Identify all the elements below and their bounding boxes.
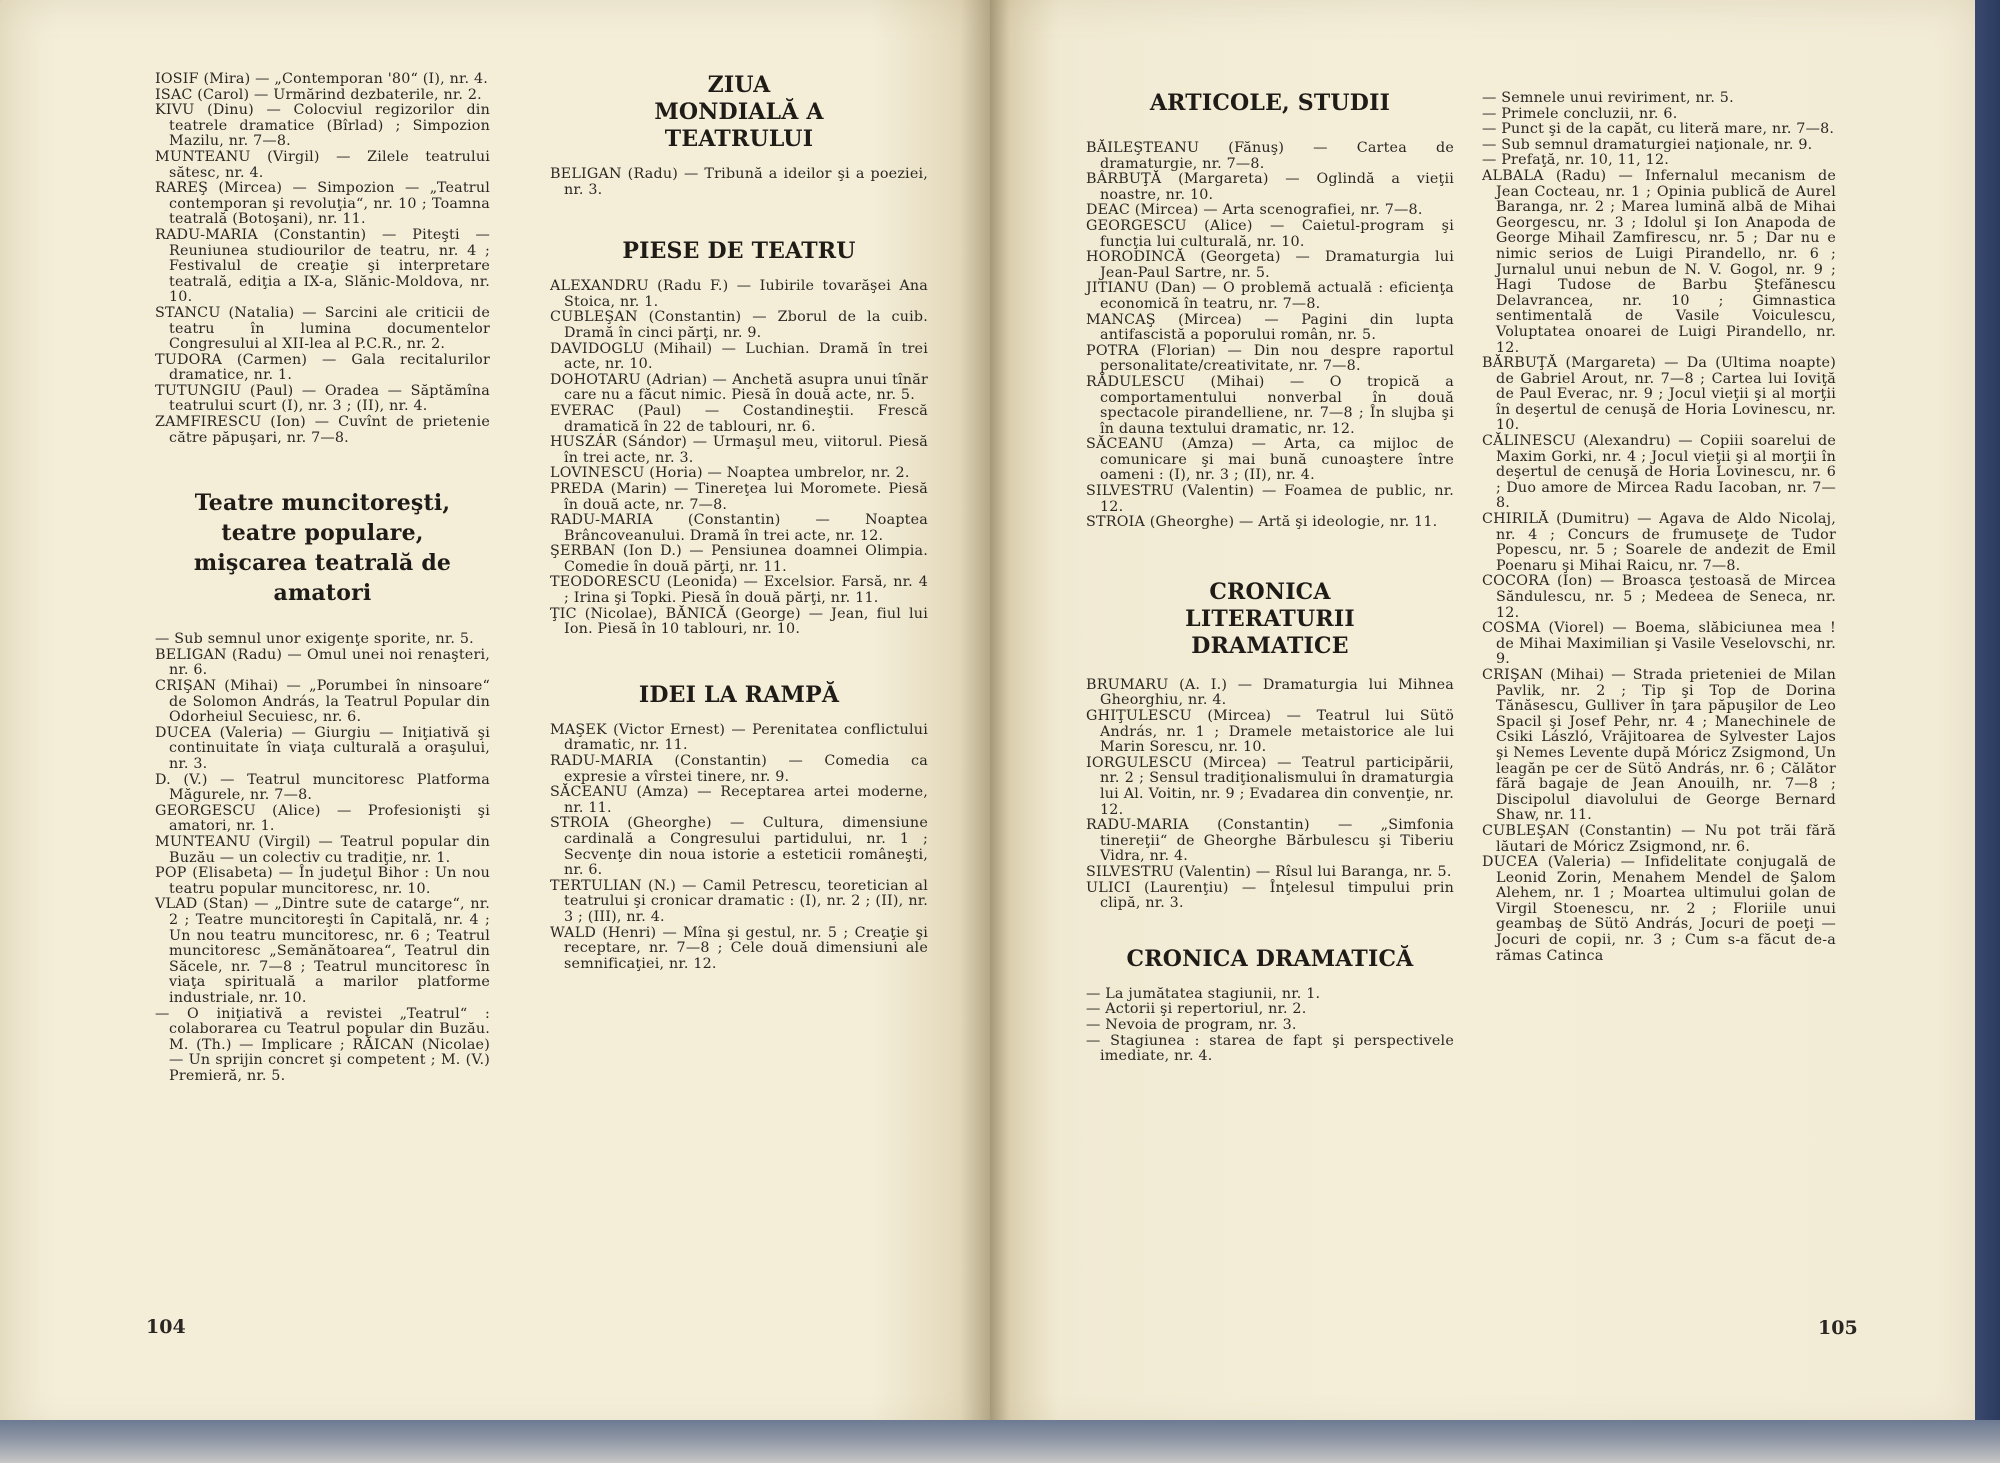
bibliography-entry: CHIRILĂ (Dumitru) — Agava de Aldo Nicolaj, nr. 4 ; Concurs de frumuseţe de Tudor Popescu, nr. 5 ; Soarele de andezit de Emil Poenaru şi Mihai Raicu, nr. 7—8. bbox=[1482, 511, 1836, 574]
bibliography-entry: RADU-MARIA (Constantin) — „Simfonia tinereţii“ de Gheorghe Bărbulescu şi Tiberiu Vidra, nr. 4. bbox=[1086, 817, 1454, 865]
section-heading-teatre: Teatre muncitoreşti, teatre populare, mişcarea teatrală de amatori bbox=[193, 490, 452, 607]
entry-list bbox=[155, 72, 490, 446]
bibliography-entry: RADU-MARIA (Constantin) — Comedia ca expresie a vîrstei tinere, nr. 9. bbox=[550, 753, 928, 785]
bibliography-entry: RĂDULESCU (Mihai) — O tropică a comportamentului nonverbal în două spectacole pirandelliene, nr. 7—8 ; În slujba şi în dauna textului dramatic, nr. 12. bbox=[1086, 373, 1454, 437]
bibliography-entry: MUNTEANU (Virgil) — Zilele teatrului sătesc, nr. 4. bbox=[155, 148, 490, 181]
bibliography-entry: D. (V.) — Teatrul muncitoresc Platforma Măgurele, nr. 7—8. bbox=[155, 771, 490, 804]
bibliography-entry: ISAC (Carol) — Urmărind dezbaterile, nr. 2. bbox=[155, 86, 482, 103]
bibliography-entry: — Sub semnul unor exigenţe sporite, nr. 5. bbox=[155, 631, 474, 648]
bibliography-entry: — Actorii şi repertoriul, nr. 2. bbox=[1086, 1001, 1307, 1018]
bibliography-entry: — Nevoia de program, nr. 3. bbox=[1086, 1016, 1297, 1033]
bibliography-entry: DEAC (Mircea) — Arta scenografiei, nr. 7—8. bbox=[1086, 202, 1423, 219]
bibliography-entry: CRIŞAN (Mihai) — „Porumbei în ninsoare“ de Solomon András, la Teatrul Popular din Odorheiul Secuiesc, nr. 6. bbox=[155, 678, 490, 726]
bibliography-entry: ŢIC (Nicolae), BĂNICĂ (George) — Jean, fiul lui Ion. Piesă în 10 tablouri, nr. 10. bbox=[550, 605, 928, 638]
bibliography-entry: POP (Elisabeta) — În judeţul Bihor : Un nou teatru popular muncitoresc, nr. 10. bbox=[155, 865, 490, 897]
bibliography-entry: JITIANU (Dan) — O problemă actuală : eficienţa economică în teatru, nr. 7—8. bbox=[1086, 280, 1454, 312]
bibliography-entry: TEODORESCU (Leonida) — Excelsior. Farsă, nr. 4 ; Irina şi Topki. Piesă în două părţi, nr. 11. bbox=[550, 574, 928, 607]
section-heading-cronica-literaturii: CRONICA LITERATURII DRAMATICE bbox=[1185, 578, 1355, 659]
bibliography-entry: — La jumătatea stagiunii, nr. 1. bbox=[1086, 985, 1321, 1002]
bibliography-entry: EVERAC (Paul) — Costandineştii. Frescă dramatică în 22 de tablouri, nr. 6. bbox=[550, 402, 928, 435]
bibliography-entry: TUTUNGIU (Paul) — Oradea — Săptămîna teatrului scurt (I), nr. 3 ; (II), nr. 4. bbox=[155, 382, 490, 415]
bibliography-entry: RAREŞ (Mircea) — Simpozion — „Teatrul contemporan şi revoluţia“, nr. 10 ; Toamna teatrală (Botoşani), nr. 11. bbox=[155, 180, 490, 228]
column-right-1 bbox=[1086, 90, 1454, 1065]
bibliography-entry: — O iniţiativă a revistei „Teatrul“ : colaborarea cu Teatrul popular din Buzău. M. (Th.) — Implicare ; RĂICAN (Nicolae) — Un sprijin concret şi competent ; M. (V.) Premieră, nr. 5. bbox=[155, 1005, 490, 1084]
bibliography-entry: DAVIDOGLU (Mihail) — Luchian. Dramă în trei acte, nr. 10. bbox=[550, 340, 928, 373]
bibliography-entry: SILVESTRU (Valentin) — Rîsul lui Baranga, nr. 5. bbox=[1086, 863, 1452, 880]
bibliography-entry: BELIGAN (Radu) — Omul unei noi renaşteri, nr. 6. bbox=[155, 646, 490, 679]
column-left-2 bbox=[550, 72, 928, 972]
bibliography-entry: RADU-MARIA (Constantin) — Piteşti — Reuniunea studiourilor de teatru, nr. 4 ; Festivalul de creaţie şi interpretare teatrală, ediţia a IX-a, Slănic-Moldova, nr. 10. bbox=[155, 226, 490, 306]
bibliography-entry: RADU-MARIA (Constantin) — Noaptea Brâncoveanului. Dramă în trei acte, nr. 12. bbox=[550, 512, 928, 544]
bibliography-entry: DUCEA (Valeria) — Infidelitate conjugală de Leonid Zorin, Menahem Mendel de Şalom Alehem, nr. 1 ; Moartea ultimului golan de Virgil Stoenescu, nr. 2 ; Floriile unui geambaş de Sütö András, Jocuri de poeţi — Jocuri de copii, nr. 3 ; Cum s-a făcut de-a rămas Catinca bbox=[1482, 854, 1836, 964]
bibliography-entry: LOVINESCU (Horia) — Noaptea umbrelor, nr. 2. bbox=[550, 465, 910, 482]
entry-list bbox=[155, 632, 490, 1084]
bibliography-entry: SĂCEANU (Amza) — Receptarea artei moderne, nr. 11. bbox=[550, 784, 928, 816]
bibliography-entry: PREDA (Marin) — Tinereţea lui Moromete. Piesă în două acte, nr. 7—8. bbox=[550, 480, 928, 513]
bibliography-entry: — Sub semnul dramaturgiei naţionale, nr. 9. bbox=[1482, 136, 1813, 153]
bibliography-entry: SĂCEANU (Amza) — Arta, ca mijloc de comunicare şi mai bună cunoaştere între oameni : (I), nr. 3 ; (II), nr. 4. bbox=[1086, 436, 1454, 484]
bibliography-entry: DOHOTARU (Adrian) — Anchetă asupra unui tînăr care nu a făcut nimic. Piesă în două acte, nr. 5. bbox=[550, 371, 928, 404]
bibliography-entry: TERTULIAN (N.) — Camil Petrescu, teoretician al teatrului şi cronicar dramatic : (I), nr. 2 ; (II), nr. 3 ; (III), nr. 4. bbox=[550, 877, 928, 925]
bibliography-entry: STANCU (Natalia) — Sarcini ale criticii de teatru în lumina documentelor Congresului al XII-lea al P.C.R., nr. 2. bbox=[155, 304, 490, 353]
entry-list bbox=[550, 167, 928, 198]
bibliography-entry: ZAMFIRESCU (Ion) — Cuvînt de prietenie către păpuşari, nr. 7—8. bbox=[155, 414, 490, 446]
bibliography-entry: — Primele concluzii, nr. 6. bbox=[1482, 105, 1678, 122]
bibliography-entry: BÂRBUŢĂ (Margareta) — Oglindă a vieţii noastre, nr. 10. bbox=[1086, 171, 1454, 203]
entry-list bbox=[1086, 987, 1454, 1065]
book-bottom-edge bbox=[0, 1420, 2000, 1463]
bibliography-entry: HUSZÁR (Sándor) — Urmaşul meu, viitorul. Piesă în trei acte, nr. 3. bbox=[550, 434, 928, 466]
bibliography-entry: CUBLEŞAN (Constantin) — Nu pot trăi fără lăutari de Móricz Zsigmond, nr. 6. bbox=[1482, 822, 1836, 855]
bibliography-entry: — Punct şi de la capăt, cu literă mare, nr. 7—8. bbox=[1482, 121, 1835, 138]
bibliography-entry: — Prefaţă, nr. 10, 11, 12. bbox=[1482, 152, 1669, 169]
entry-list bbox=[550, 723, 928, 973]
bibliography-entry: MANCAŞ (Mircea) — Pagini din lupta antifascistă a poporului român, nr. 5. bbox=[1086, 311, 1454, 344]
bibliography-entry: TUDORA (Carmen) — Gala recitalurilor dramatice, nr. 1. bbox=[155, 351, 490, 384]
entry-list bbox=[1086, 678, 1454, 912]
page-number-left: 104 bbox=[146, 1316, 186, 1338]
bibliography-entry: COSMA (Viorel) — Boema, slăbiciunea mea ! de Mihai Maximilian şi Vasile Veselovschi, nr. 9. bbox=[1482, 620, 1836, 668]
section-heading-piese: PIESE DE TEATRU bbox=[622, 238, 856, 265]
bibliography-entry: SILVESTRU (Valentin) — Foamea de public, nr. 12. bbox=[1086, 483, 1454, 515]
bibliography-entry: HORODINCĂ (Georgeta) — Dramaturgia lui Jean-Paul Sartre, nr. 5. bbox=[1086, 249, 1454, 281]
entry-list bbox=[550, 279, 928, 638]
entry-list bbox=[1482, 91, 1836, 964]
bibliography-entry: POTRA (Florian) — Din nou despre raportul personalitate/creativitate, nr. 7—8. bbox=[1086, 342, 1454, 375]
bibliography-entry: ALBALA (Radu) — Infernalul mecanism de Jean Cocteau, nr. 1 ; Opinia publică de Aurel Baranga, nr. 2 ; Marea lumină albă de Mihai Georgescu, nr. 3 ; Idolul şi Ion Anapoda de George Mihail Zamfirescu, nr. 5 ; Dar nu e nimic serios de Luigi Pirandello, nr. 6 ; Jurnalul unui nebun de N. V. Gogol, nr. 9 ; Hagi Tudose de Barbu Ştefănescu Delavrancea, nr. 10 ; Gimnastica sentimentală de Vasile Voiculescu, Voluptatea onoarei de Luigi Pirandello, nr. 12. bbox=[1482, 167, 1836, 356]
bibliography-entry: ULICI (Laurenţiu) — Înţelesul timpului prin clipă, nr. 3. bbox=[1086, 879, 1454, 912]
bibliography-entry: COCORA (Ion) — Broasca ţestoasă de Mircea Săndulescu, nr. 5 ; Medeea de Seneca, nr. 12. bbox=[1482, 573, 1836, 621]
bibliography-entry: CĂLINESCU (Alexandru) — Copiii soarelui de Maxim Gorki, nr. 4 ; Jocul vieţii şi al morţii în deşertul de cenuşă de Horia Lovinescu, nr. 6 ; Duo amore de Mircea Radu Iacoban, nr. 7—8. bbox=[1482, 433, 1836, 512]
bibliography-entry: BĂRBUŢĂ (Margareta) — Da (Ultima noapte) de Gabriel Arout, nr. 7—8 ; Cartea lui Ioviţă de Paul Everac, nr. 9 ; Jocul vieţii şi al morţii în deşertul de cenuşă de Horia Lovinescu, nr. 10. bbox=[1482, 355, 1836, 434]
section-heading-cronica-dramatica: CRONICA DRAMATICĂ bbox=[1126, 945, 1414, 972]
bibliography-entry: CRIŞAN (Mihai) — Strada prieteniei de Milan Pavlik, nr. 2 ; Tip şi Top de Dorina Tănăsescu, Gulliver în ţara păpuşilor de Leo Spacil şi Josef Pehr, nr. 4 ; Manechinele de Csiki László, Vrăjitoarea de Sylvester Lajos şi Nemes Levente după Móricz Zsigmond, Un leagăn pe cer de Sütö András, nr. 6 ; Călător fără bagaje de Jean Anouilh, nr. 7—8 ; Discipolul diavolului de George Bernard Shaw, nr. 11. bbox=[1482, 666, 1836, 824]
section-heading-ziua: ZIUA MONDIALĂ A TEATRULUI bbox=[654, 72, 824, 152]
bibliography-entry: CUBLEŞAN (Constantin) — Zborul de la cuib. Dramă în cinci părţi, nr. 9. bbox=[550, 309, 928, 341]
bibliography-entry: MAŞEK (Victor Ernest) — Perenitatea conflictului dramatic, nr. 11. bbox=[550, 721, 928, 754]
bibliography-entry: BELIGAN (Radu) — Tribună a ideilor şi a poeziei, nr. 3. bbox=[550, 166, 928, 198]
section-heading-idei: IDEI LA RAMPĂ bbox=[638, 681, 840, 708]
bibliography-entry: ŞERBAN (Ion D.) — Pensiunea doamnei Olimpia. Comedie în două părţi, nr. 11. bbox=[550, 543, 928, 575]
bibliography-entry: GHIŢULESCU (Mircea) — Teatrul lui Sütö András, nr. 1 ; Dramele metaistorice ale lui Marin Sorescu, nr. 10. bbox=[1086, 708, 1454, 756]
column-left-1 bbox=[155, 72, 490, 1084]
bibliography-entry: STROIA (Gheorghe) — Cultura, dimensiune cardinală a Congresului partidului, nr. 1 ; Secvenţe din noua istorie a esteticii româneşti, nr. 6. bbox=[550, 815, 928, 879]
bibliography-entry: GEORGESCU (Alice) — Caietul-program şi funcţia lui culturală, nr. 10. bbox=[1086, 217, 1454, 250]
column-right-2 bbox=[1482, 91, 1836, 964]
bibliography-entry: BĂILEŞTEANU (Fănuş) — Cartea de dramaturgie, nr. 7—8. bbox=[1086, 140, 1454, 172]
section-heading-articole: ARTICOLE, STUDII bbox=[1149, 90, 1391, 116]
page-number-right: 105 bbox=[1818, 1317, 1858, 1339]
bibliography-entry: WALD (Henri) — Mîna şi gestul, nr. 5 ; Creaţie şi receptare, nr. 7—8 ; Cele două dimensiuni ale semnificaţiei, nr. 12. bbox=[550, 924, 928, 972]
bibliography-entry: STROIA (Gheorghe) — Artă şi ideologie, nr. 11. bbox=[1086, 514, 1438, 531]
bibliography-entry: DUCEA (Valeria) — Giurgiu — Iniţiativă şi continuitate în viaţa culturală a oraşului, nr. 3. bbox=[155, 724, 490, 772]
bibliography-entry: — Stagiunea : starea de fapt şi perspectivele imediate, nr. 4. bbox=[1086, 1032, 1454, 1065]
bibliography-entry: ALEXANDRU (Radu F.) — Iubirile tovarăşei Ana Stoica, nr. 1. bbox=[550, 278, 928, 310]
bibliography-entry: MUNTEANU (Virgil) — Teatrul popular din Buzău — un colectiv cu tradiţie, nr. 1. bbox=[155, 833, 490, 866]
entry-list bbox=[1086, 141, 1454, 531]
bibliography-entry: — Semnele unui reviriment, nr. 5. bbox=[1482, 90, 1734, 106]
bibliography-entry: GEORGESCU (Alice) — Profesionişti şi amatori, nr. 1. bbox=[155, 802, 490, 835]
bibliography-entry: KIVU (Dinu) — Colocviul regizorilor din teatrele dramatice (Bîrlad) ; Simpozion Mazilu, nr. 7—8. bbox=[155, 102, 490, 150]
book-cover-edge bbox=[1975, 0, 2000, 1440]
bibliography-entry: VLAD (Stan) — „Dintre sute de catarge“, nr. 2 ; Teatre muncitoreşti în Capitală, nr. 4 ; Un nou teatru muncitoresc, nr. 6 ; Teatrul muncitoresc „Semănătoarea“, Teatrul din Săcele, nr. 7—8 ; Teatrul muncitoresc în viaţa spirituală a marilor platforme industriale, nr. 10. bbox=[155, 896, 490, 1006]
bibliography-entry: IOSIF (Mira) — „Contemporan '80“ (I), nr. 4. bbox=[155, 71, 489, 87]
bibliography-entry: BRUMARU (A. I.) — Dramaturgia lui Mihnea Gheorghiu, nr. 4. bbox=[1086, 676, 1454, 709]
bibliography-entry: IORGULESCU (Mircea) — Teatrul participării, nr. 2 ; Sensul tradiţionalismului în dramaturgia lui Al. Voitin, nr. 9 ; Evadarea din convenţie, nr. 12. bbox=[1086, 754, 1454, 818]
